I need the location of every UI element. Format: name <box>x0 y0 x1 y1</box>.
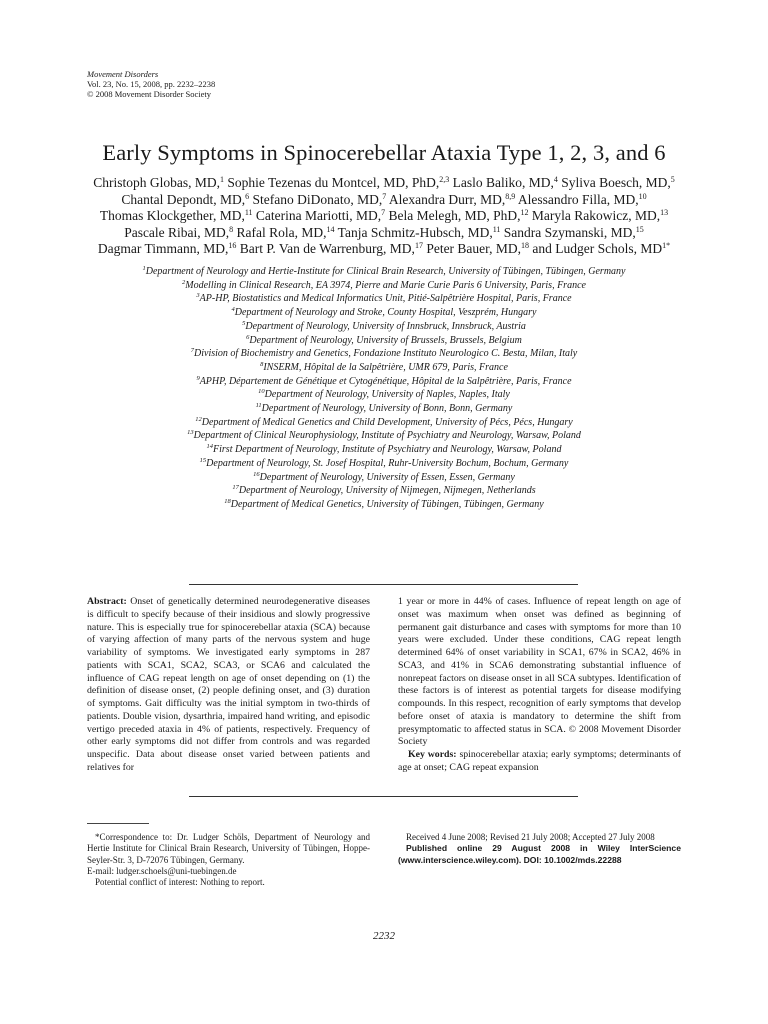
author-affiliation-mark: 8 <box>229 224 234 234</box>
keywords-text: spinocerebellar ataxia; early symptoms; determinants of age at onset; CAG repeat expansion <box>398 749 681 773</box>
affiliation-number: 14 <box>206 443 214 451</box>
author-name: Bela Melegh, MD, PhD, <box>385 208 521 223</box>
author-name: Dagmar Timmann, MD, <box>97 241 229 256</box>
affiliation-number: 5 <box>242 319 246 327</box>
author-name: Sandra Szymanski, MD, <box>500 224 636 240</box>
affiliation-item <box>60 375 708 389</box>
footnote-left <box>87 832 370 888</box>
author-affiliation-mark: 12 <box>520 208 529 217</box>
author-affiliation-mark: 4 <box>553 175 558 184</box>
author-line <box>70 192 698 209</box>
affiliation-text: Department of Neurology, St. Josef Hospital, Ruhr-University Bochum, Bochum, Germany <box>206 457 569 469</box>
affiliation-item <box>60 484 708 498</box>
abstract-text-right: 1 year or more in 44% of cases. Influence of repeat length on age of onset was maximum when onset was defined as beginning of permanent gait disturbance and cases with symptoms for more than 10 years were excluded. Under these conditions, CAG repeat length determined 64% of onset variability in SCA1, 67% in SCA2, 46% in SCA3, and 41% in SCA6 demonstrating substantial influence of nonrepeat factors on disease onset in all SCA subtypes. Identification of these factors is of interest as potential targets for disease modifying compounds. In this respect, recognition of early symptoms that develop before onset of ataxia is mandatory to determine the shift from presymptomatic to affected status in SCA. © 2008 Movement Disorder Society <box>398 596 681 748</box>
author-name: Pascale Ribai, MD, <box>124 224 230 240</box>
affiliation-item <box>60 498 708 512</box>
affiliation-item <box>60 416 708 430</box>
journal-header <box>87 69 215 99</box>
page-number: 2232 <box>373 930 395 942</box>
author-affiliation-mark: 14 <box>326 224 335 234</box>
affiliation-text: INSERM, Hôpital de la Salpêtrière, UMR 679, Paris, France <box>263 361 508 373</box>
affiliation-number: 3 <box>196 292 200 300</box>
affiliation-text: Modelling in Clinical Research, EA 3974, Pierre and Marie Curie Paris 6 University, Paris, France <box>185 279 586 291</box>
author-name: Rafal Rola, MD, <box>233 224 327 240</box>
author-affiliation-mark: 5 <box>670 175 675 184</box>
affiliation-text: First Department of Neurology, Institute of Psychiatry and Neurology, Warsaw, Poland <box>213 444 562 456</box>
author-affiliation-mark: 10 <box>638 191 647 201</box>
author-name: Sophie Tezenas du Montcel, MD, PhD, <box>224 175 440 190</box>
author-line <box>70 208 698 225</box>
author-name: Christoph Globas, MD, <box>93 175 221 190</box>
author-name: Maryla Rakowicz, MD, <box>528 208 661 223</box>
author-affiliation-mark: 7 <box>382 191 387 201</box>
abstract-top-rule <box>189 584 578 585</box>
author-list <box>70 175 698 258</box>
author-name: Chantal Depondt, MD, <box>121 191 246 207</box>
affiliation-number: 6 <box>246 333 250 341</box>
affiliation-text: Department of Neurology, University of Innsbruck, Innsbruck, Austria <box>245 320 526 332</box>
author-name: Peter Bauer, MD, <box>422 241 521 256</box>
author-name: Alexandra Durr, MD, <box>386 191 506 207</box>
received-dates: Received 4 June 2008; Revised 21 July 2008; Accepted 27 July 2008 <box>406 832 655 842</box>
affiliation-item <box>60 279 708 293</box>
footnote-right <box>398 832 681 866</box>
affiliation-number: 7 <box>190 347 195 355</box>
author-name: and Ludger Schols, MD <box>529 241 663 256</box>
journal-name: Movement Disorders <box>87 69 159 79</box>
keywords-label: Key words: <box>408 749 457 760</box>
affiliation-number: 13 <box>187 429 194 437</box>
conflict-note: Potential conflict of interest: Nothing to report. <box>95 877 265 888</box>
correspondence-note: *Correspondence to: Dr. Ludger Schöls, Department of Neurology and Hertie Institute for Clinical Brain Research, University of Tübingen, Hoppe-Seyler-Str. 3, D-72076 Tübingen, Germany. <box>87 832 370 865</box>
author-affiliation-mark: 17 <box>414 241 423 250</box>
affiliation-text: Department of Neurology, University of Naples, Naples, Italy <box>264 389 510 401</box>
author-affiliation-mark: 2,3 <box>439 175 450 184</box>
affiliation-text: Department of Neurology, University of Brussels, Brussels, Belgium <box>249 334 522 346</box>
affiliation-text: Department of Neurology, University of Bonn, Bonn, Germany <box>261 403 513 415</box>
affiliation-number: 4 <box>231 306 235 314</box>
author-affiliation-mark: 7 <box>381 208 386 217</box>
abstract-bottom-rule <box>189 796 578 797</box>
author-affiliation-mark: 11 <box>244 208 253 217</box>
author-name: Syliva Boesch, MD, <box>557 175 671 190</box>
author-name: Alessandro Filla, MD, <box>515 191 639 207</box>
affiliation-item <box>60 402 708 416</box>
affiliation-number: 1 <box>142 265 146 272</box>
author-name: Thomas Klockgether, MD, <box>99 208 245 223</box>
abstract-label: Abstract: <box>87 596 127 607</box>
affiliation-number: 12 <box>195 415 202 423</box>
affiliation-number: 8 <box>260 360 264 368</box>
author-affiliation-mark: 1* <box>662 241 671 250</box>
affiliation-item <box>60 320 708 334</box>
author-affiliation-mark: 16 <box>228 241 237 250</box>
affiliation-item <box>60 361 708 375</box>
affiliation-item <box>60 347 708 361</box>
author-name: Bart P. Van de Warrenburg, MD, <box>236 241 415 256</box>
affiliation-number: 17 <box>232 484 239 492</box>
author-affiliation-mark: 8,9 <box>505 191 516 201</box>
affiliation-text: Department of Medical Genetics and Child Development, University of Pécs, Pécs, Hungary <box>201 416 573 428</box>
journal-volume: Vol. 23, No. 15, 2008, pp. 2232–2238 <box>87 79 216 89</box>
author-name: Stefano DiDonato, MD, <box>249 191 383 207</box>
abstract-right-column <box>398 596 681 775</box>
author-line <box>70 241 698 258</box>
published-online-note[interactable]: Published online 29 August 2008 in Wiley InterScience (www.interscience.wiley.com). DOI: 10.1002/mds.22288 <box>398 843 681 865</box>
affiliation-text: APHP, Département de Génétique et Cytogénétique, Hôpital de la Salpêtrière, Paris, France <box>199 375 572 387</box>
affiliation-item <box>60 292 708 306</box>
affiliation-text: Department of Neurology and Hertie-Institute for Clinical Brain Research, University of Tübingen, Tübingen, Germany <box>145 266 626 277</box>
affiliation-text: AP-HP, Biostatistics and Medical Informatics Unit, Pitié-Salpêtrière Hospital, Paris, France <box>199 293 572 305</box>
affiliation-text: Department of Neurology, University of Essen, Essen, Germany <box>259 471 515 483</box>
affiliation-number: 16 <box>253 470 260 478</box>
affiliation-text: Department of Medical Genetics, University of Tübingen, Tübingen, Germany <box>230 498 544 510</box>
correspondence-email[interactable]: E-mail: ludger.schoels@uni-tuebingen.de <box>87 865 237 876</box>
affiliation-item <box>60 388 708 402</box>
author-affiliation-mark: 18 <box>521 241 529 250</box>
article-title: Early Symptoms in Spinocerebellar Ataxia Type 1, 2, 3, and 6 <box>102 140 666 165</box>
affiliation-number: 18 <box>224 497 231 505</box>
footnote-rule <box>87 823 149 824</box>
author-affiliation-mark: 13 <box>660 208 669 217</box>
affiliation-item <box>60 429 708 443</box>
affiliation-item <box>60 306 708 320</box>
author-affiliation-mark: 6 <box>245 191 250 201</box>
affiliation-item <box>60 443 708 457</box>
affiliation-item <box>60 334 708 348</box>
affiliation-number: 11 <box>255 402 262 410</box>
abstract-block <box>87 596 681 784</box>
abstract-left-column <box>87 596 370 775</box>
affiliation-number: 9 <box>196 374 200 382</box>
author-affiliation-mark: 11 <box>492 224 501 234</box>
affiliation-item <box>60 265 708 279</box>
affiliation-text: Department of Neurology, University of Nijmegen, Nijmegen, Netherlands <box>238 485 536 497</box>
affiliation-text: Department of Neurology and Stroke, County Hospital, Veszprém, Hungary <box>234 307 537 319</box>
author-affiliation-mark: 1 <box>220 175 225 184</box>
author-name: Caterina Mariotti, MD, <box>252 208 382 223</box>
author-line <box>70 225 698 242</box>
affiliation-text: Division of Biochemistry and Genetics, Fondazione Instituto Neurologico C. Besta, Milan, Italy <box>194 348 578 360</box>
affiliation-number: 2 <box>182 278 186 286</box>
affiliation-item <box>60 471 708 485</box>
author-affiliation-mark: 15 <box>635 224 644 234</box>
abstract-text-left: Onset of genetically determined neurodegenerative diseases is difficult to specify because of their insidious and slowly progressive nature. This is especially true for spinocerebellar ataxia (SCA) because of varying affection of many parts of the nervous system and huge variability of symptoms. We investigated early symptoms in 287 patients with SCA1, SCA2, SCA3, or SCA6 and calculated the influence of CAG repeat length on age of onset depending on (1) the definition of disease onset, (2) people defining onset, and (3) duration of symptoms. Gait difficulty was the initial symptom in two-thirds of patients. Double vision, dysarthria, impaired hand writing, and episodic vertigo preceded ataxia in 4% of patients, respectively. Frequency of other early symptoms did not differ from controls and was regarded unspecific. Data about disease onset varied between patients and relatives for <box>87 596 370 773</box>
affiliation-text: Department of Clinical Neurophysiology, Institute of Psychiatry and Neurology, Warsaw, Poland <box>193 430 581 442</box>
author-name: Tanja Schmitz-Hubsch, MD, <box>334 224 493 240</box>
affiliation-number: 15 <box>199 456 207 464</box>
journal-copyright: © 2008 Movement Disorder Society <box>87 89 212 99</box>
affiliation-item <box>60 457 708 471</box>
affiliation-list <box>60 265 708 512</box>
affiliation-number: 10 <box>258 388 265 396</box>
author-name: Laslo Baliko, MD, <box>449 175 554 190</box>
author-line <box>70 175 698 192</box>
